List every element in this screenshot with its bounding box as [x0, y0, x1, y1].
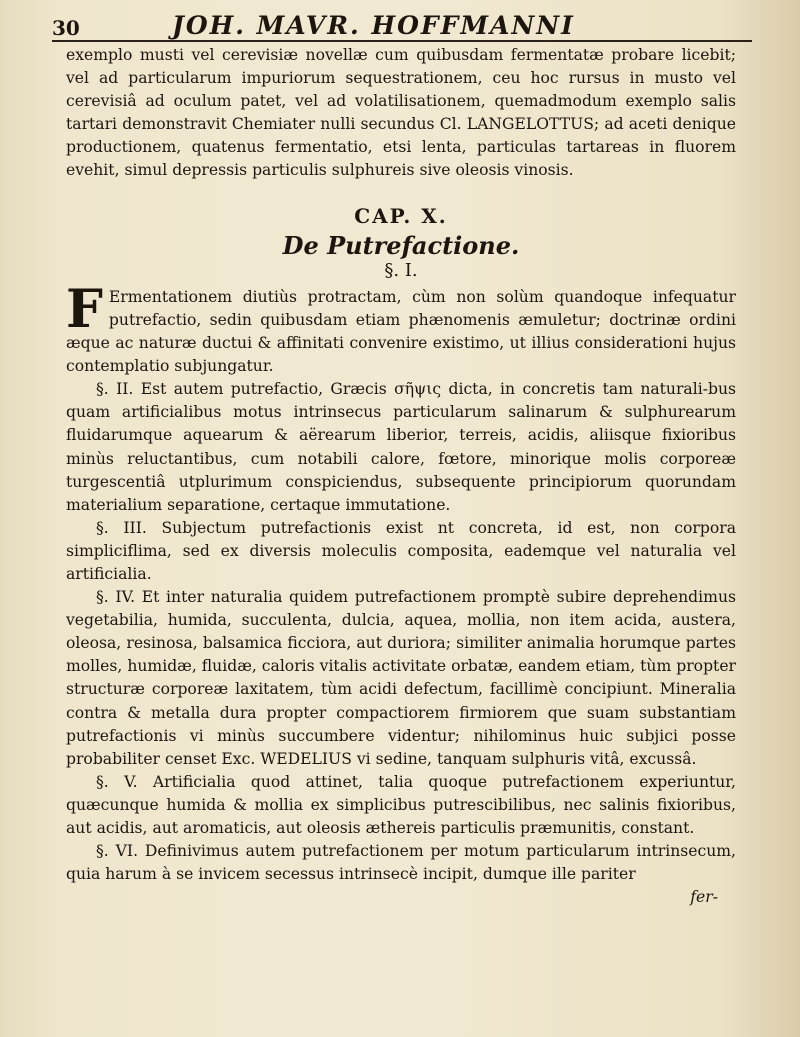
- body-text: [66, 44, 736, 909]
- paragraph-s5: §. V. Artificialia quod attinet, talia quoque putrefactionem experiuntur, quæcunque humida & mollia ex simplicibus putrescibilibus, nec salinis fixioribus, aut acidis, aut aromaticis, aut oleosis æthereis particulis præmunitis, constant.: [66, 772, 736, 837]
- running-head: JOH. MAVR. HOFFMANNI: [172, 11, 575, 40]
- chapter-title: De Putrefactione.: [282, 230, 520, 260]
- catchword: fer-: [690, 888, 718, 907]
- paragraph-s1-text: Ermentationem diutiùs protractam, cùm non solùm quandoque infequatur putrefactio, sedin quibusdam etiam phænomenis æmuletur; doctrinæ ordini æque ac naturæ ductui & affinitati convenire existimo, ut illius considerationi hujus contemplatio subjungatur.: [66, 287, 736, 376]
- section-mark: §. I.: [384, 259, 418, 281]
- page-header: [52, 6, 752, 42]
- drop-cap: F: [66, 278, 103, 340]
- paragraph-s3: §. III. Subjectum putrefactionis exist nt concreta, id est, non corpora simpliciflima, sed ex diversis moleculis composita, eademque vel naturalia vel artificialia.: [66, 518, 736, 583]
- paragraph-s4: §. IV. Et inter naturalia quidem putrefactionem promptè subire deprehendimus vegetabilia, humida, succulenta, dulcia, aquea, mollia, non item acida, austera, oleosa, resinosa, balsamica ficciora, aut duriora; similiter animalia horumque partes molles, humidæ, fluidæ, caloris vitalis activitate orbatæ, eandem etiam, tùm propter structuræ corporeæ laxitatem, tùm acidi defectum, facillimè concipiunt. Mineralia contra & metalla dura propter compactiorem firmiorem que suam substantiam putrefactionis vi minùs succumbere videntur; nihilominus huic subjici posse probabiliter censet Exc. WEDELIUS vi sedine, tanquam sulphuris vitâ, excussâ.: [66, 588, 736, 768]
- paragraph-s2: §. II. Est autem putrefactio, Græcis σῆψις dicta, in concretis tam naturali-bus quam artificialibus motus intrinsecus particularum salinarum & sulphurearum fluidarumque aquearum & aërearum liberior, terreis, acidis, aliisque fixioribus minùs reluctantibus, cum notabili calore, fœtore, minorique molis corporeæ turgescentiâ utplurimum conspiciendus, subsequente principiorum quorundam materialium separatione, certaque immutatione.: [66, 380, 736, 514]
- chapter-heading: CAP. X.: [354, 203, 448, 228]
- page-number: 30: [52, 16, 80, 40]
- intro-paragraph: exemplo musti vel cerevisiæ novellæ cum quibusdam fermentatæ probare licebit; vel ad particularum impuriorum sequestrationem, ceu hoc rursus in musto vel cerevisiâ ad oculum patet, vel ad volatilisationem, quemadmodum exemplo salis tartari demonstravit Chemiater nulli secundus Cl. LANGELOTTUS; ad aceti denique productionem, quatenus fermentatio, etsi lenta, particulas tartareas in fluorem evehit, simul depressis particulis sulphureis sive oleosis vinosis.: [66, 46, 736, 180]
- paragraph-s6: §. VI. Definivimus autem putrefactionem per motum particularum intrinsecum, quia harum à se invicem secessus intrinsecè incipit, dumque ille pariter: [66, 842, 736, 884]
- paragraph-s1: [66, 278, 736, 378]
